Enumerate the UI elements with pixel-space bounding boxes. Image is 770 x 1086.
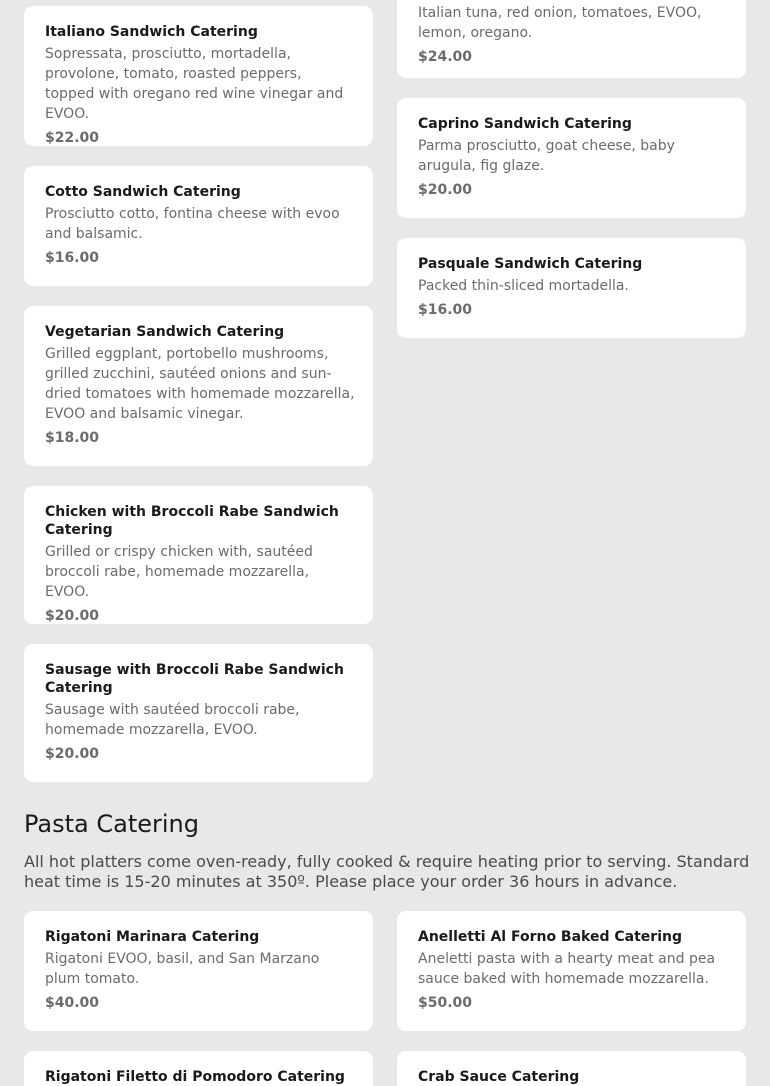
menu-item-title: Rigatoni Marinara Catering — [45, 929, 260, 945]
menu-item-description: Packed thin-sliced mortadella. — [418, 278, 629, 294]
menu-item-card[interactable] — [24, 306, 373, 466]
menu-item-description: Italian tuna, red onion, tomatoes, EVOO, lemon, oregano. — [418, 5, 702, 41]
menu-item-description: Sausage with sautéed broccoli rabe, homemade mozzarella, EVOO. — [45, 702, 300, 738]
menu-item-price: $20.00 — [418, 182, 473, 198]
menu-item-card[interactable] — [397, 0, 746, 78]
menu-item-title: Chicken with Broccoli Rabe Sandwich Catering — [45, 504, 339, 538]
menu-item-price: $20.00 — [45, 746, 100, 762]
menu-item-title: Cotto Sandwich Catering — [45, 184, 241, 200]
menu-item-description: Aneletti pasta with a hearty meat and pea sauce baked with homemade mozzarella. — [418, 951, 716, 987]
menu-item-description: Grilled eggplant, portobello mushrooms, grilled zucchini, sautéed onions and sun-dried tomatoes with homemade mozzarella, EVOO and balsamic vinegar. — [45, 346, 355, 422]
menu-item-card[interactable] — [397, 1051, 746, 1086]
menu-item-card[interactable] — [397, 98, 746, 218]
menu-item-card[interactable] — [24, 644, 373, 782]
menu-item-card[interactable] — [397, 238, 746, 338]
menu-item-title: Pasquale Sandwich Catering — [418, 256, 643, 272]
menu-item-price: $16.00 — [45, 250, 100, 266]
menu-item-card[interactable] — [397, 911, 746, 1031]
menu-item-price: $16.00 — [418, 302, 473, 318]
section-title: Pasta Catering — [24, 810, 199, 838]
menu-item-title: Anelletti Al Forno Baked Catering — [418, 929, 682, 945]
menu-item-price: $18.00 — [45, 430, 100, 446]
menu-item-description: Prosciutto cotto, fontina cheese with evoo and balsamic. — [45, 206, 340, 242]
menu-item-title: Rigatoni Filetto di Pomodoro Catering — [45, 1069, 345, 1085]
menu-item-title: Crab Sauce Catering — [418, 1069, 580, 1085]
menu-item-card[interactable] — [24, 486, 373, 624]
menu-item-title: Caprino Sandwich Catering — [418, 116, 632, 132]
menu-item-price: $20.00 — [45, 608, 100, 624]
menu-item-card[interactable] — [24, 166, 373, 286]
menu-item-card[interactable] — [24, 911, 373, 1031]
menu-item-card[interactable] — [24, 6, 373, 146]
menu-item-description: Sopressata, prosciutto, mortadella, provolone, tomato, roasted peppers, topped with oregano red wine vinegar and EVOO. — [45, 46, 344, 122]
menu-item-price: $40.00 — [45, 995, 100, 1011]
menu-item-title: Sausage with Broccoli Rabe Sandwich Catering — [45, 662, 344, 696]
menu-item-description: Grilled or crispy chicken with, sautéed broccoli rabe, homemade mozzarella, EVOO. — [45, 544, 313, 600]
menu-item-price: $24.00 — [418, 49, 473, 65]
menu-item-title: Italiano Sandwich Catering — [45, 24, 258, 40]
menu-item-price: $50.00 — [418, 995, 473, 1011]
menu-item-card[interactable] — [24, 1051, 373, 1086]
menu-item-description: Rigatoni EVOO, basil, and San Marzano plum tomato. — [45, 951, 320, 987]
menu-item-price: $22.00 — [45, 130, 100, 146]
menu-item-description: Parma prosciutto, goat cheese, baby arugula, fig glaze. — [418, 138, 675, 174]
menu-item-title: Vegetarian Sandwich Catering — [45, 324, 285, 340]
section-description: All hot platters come oven-ready, fully cooked & require heating prior to serving. Standard heat time is 15-20 minutes at 350º. Please place your order 36 hours in advance. — [24, 852, 750, 891]
